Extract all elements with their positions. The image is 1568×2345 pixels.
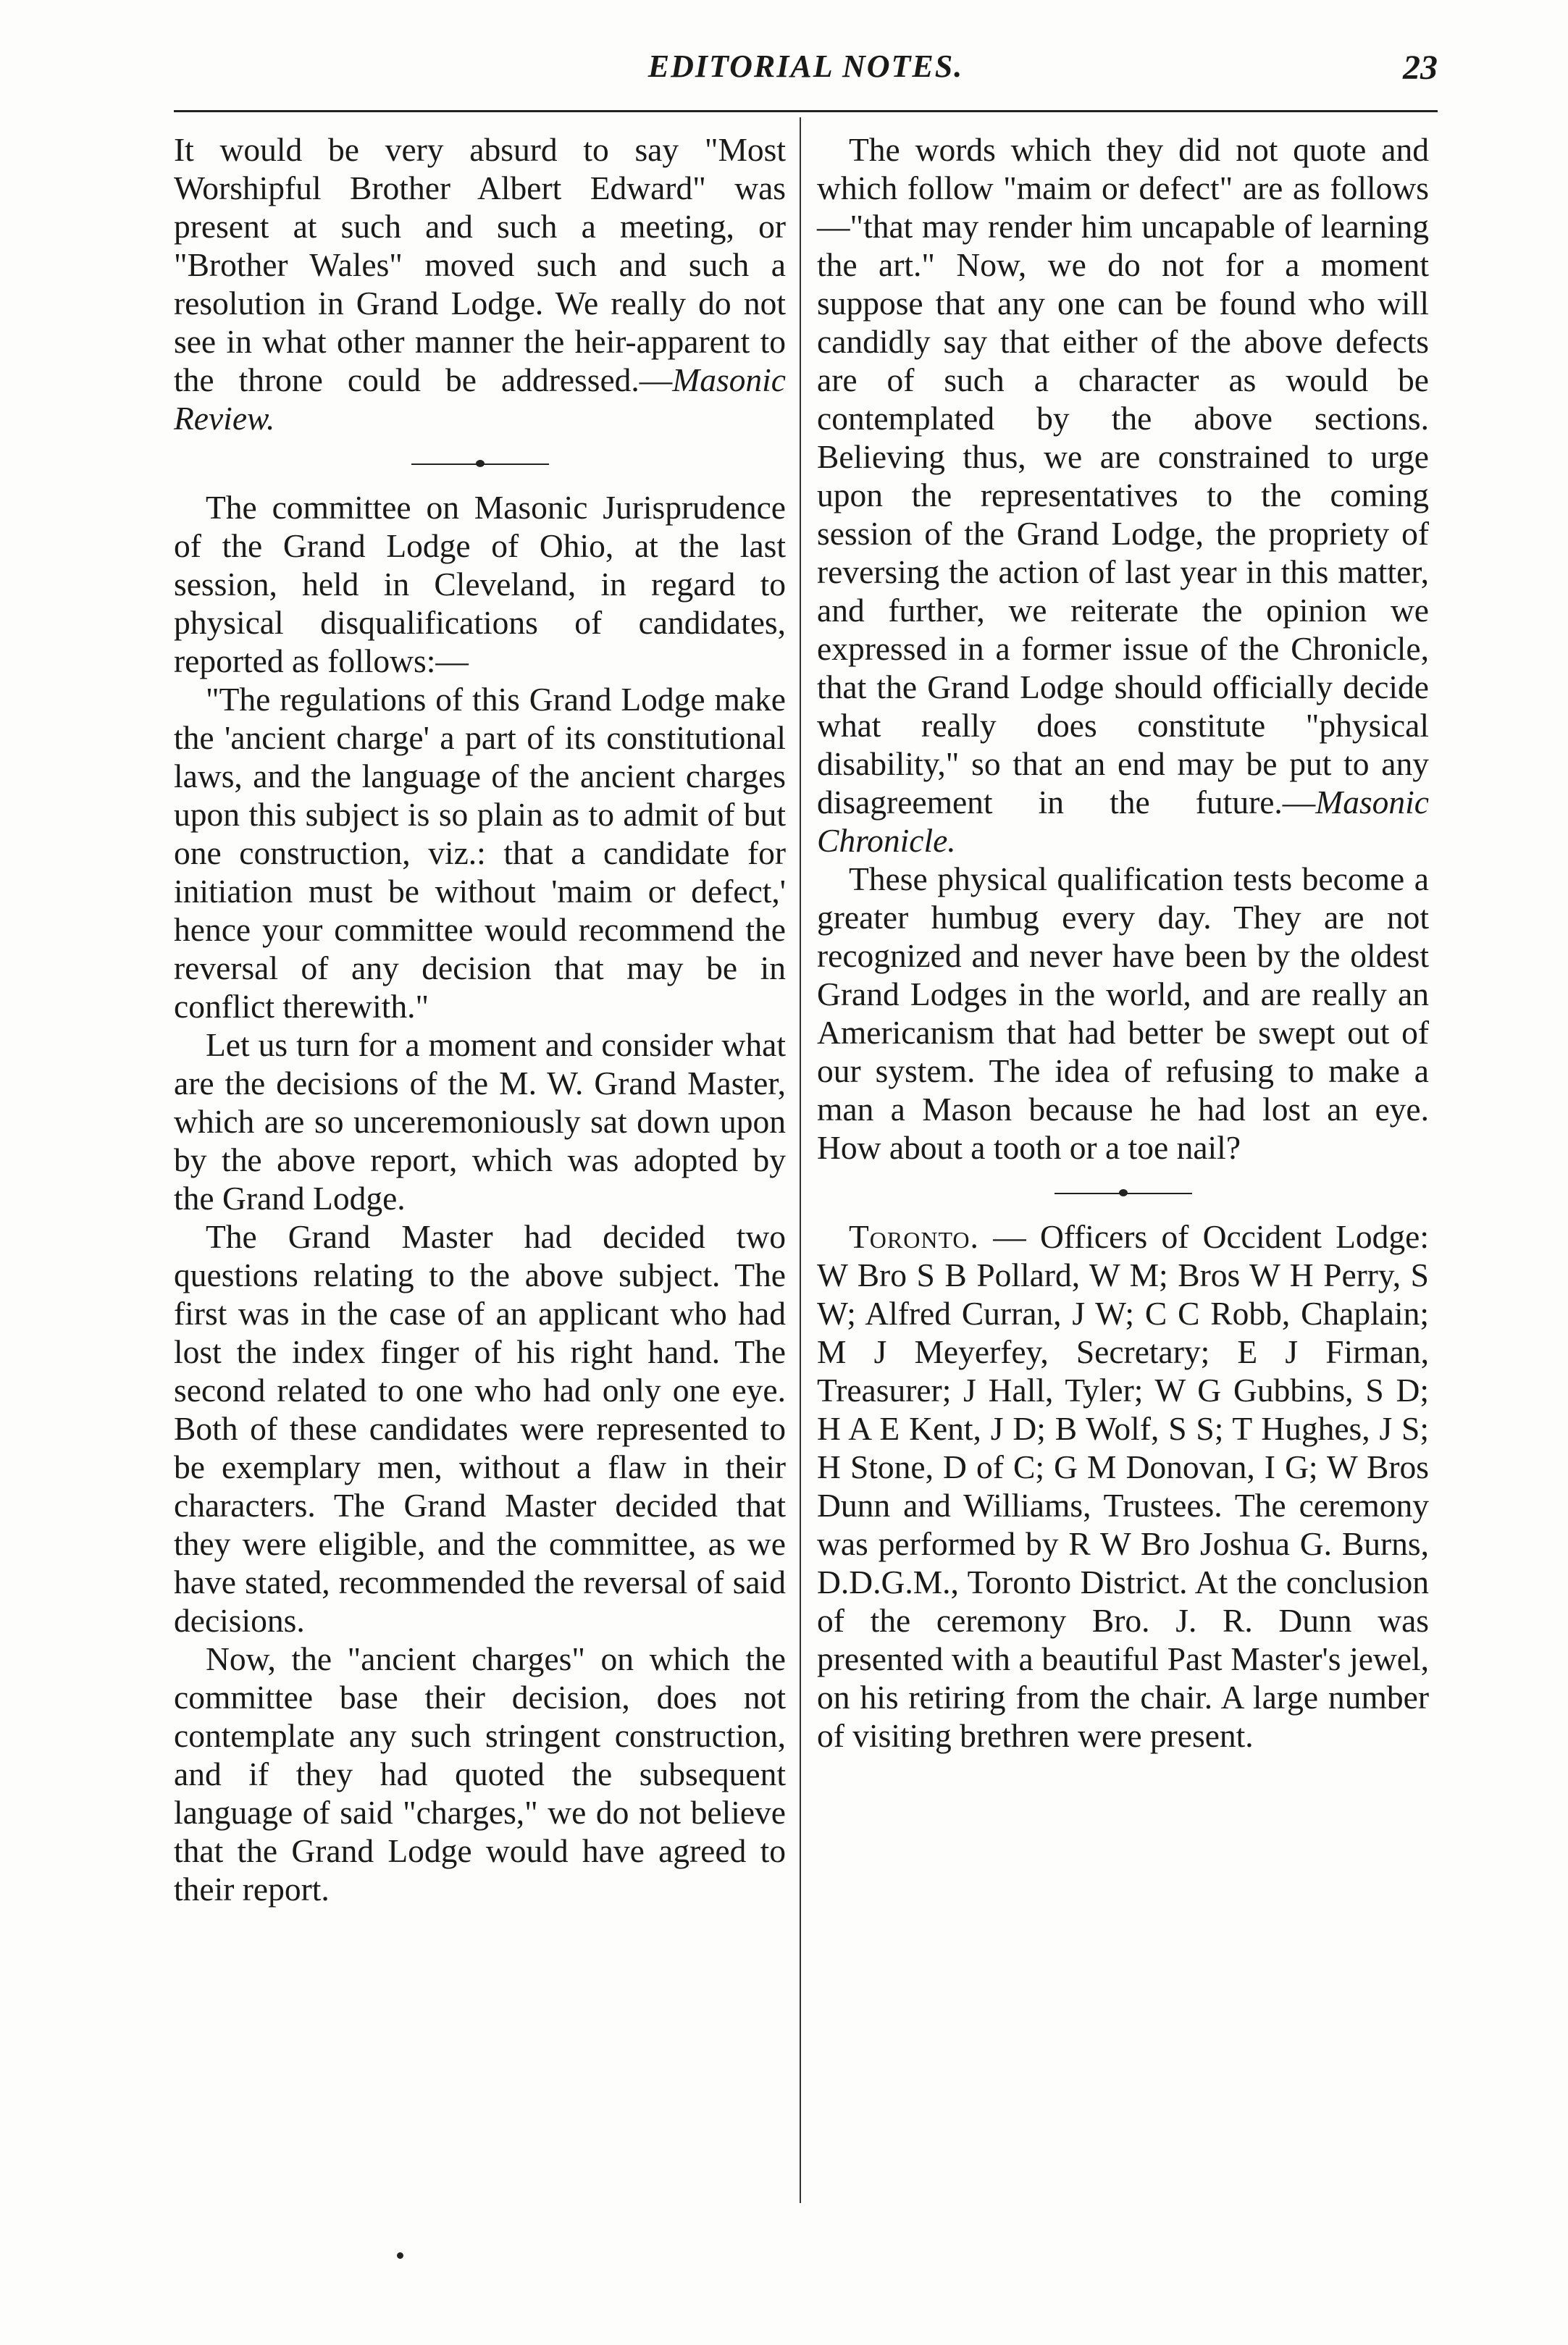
toronto-notice	[817, 1217, 1429, 1755]
regulations-quote: "The regulations of this Grand Lodge make the 'ancient charge' a part of its constitutional laws, and the language of the ancient charges upon this subject is so plain as to admit of but one construction, viz.: that a candidate for initiation must be without 'maim or defect,' hence your committee would recommend the reversal of any decision that may be in conflict therewith."	[174, 681, 786, 1025]
left-column	[174, 130, 786, 1908]
footer-mark	[397, 2252, 403, 2259]
chronicle-paragraph-text: The words which they did not quote and which follow "maim or defect" are as follows—"that may render him uncapable of learning the art." Now, we do not for a moment suppose that any one can be found who will candidly say that either of the above defects are of such a character as would be contemplated by the above sections. Believing thus, we are constrained to urge upon the representatives to the coming session of the Grand Lodge, the propriety of reversing the action of last year in this matter, and further, we reiterate the opinion we expressed in a former issue of the Chronicle, that the Grand Lodge should officially decide what really does constitute "physical disability," so that an end may be put to any disagreement in the future.—	[817, 131, 1429, 821]
chronicle-paragraph	[817, 130, 1429, 860]
toronto-notice-text: — Officers of Occident Lodge: W Bro S B Pollard, W M; Bros W H Perry, S W; Alfred Curran, J W; C C Robb, Chaplain; M J Meyerfey, Secretary; E J Firman, Treasurer; J Hall, Tyler; W G Gubbins, S D; H A E Kent, J D; B Wolf, S S; T Hughes, J S; H Stone, D of C; G M Donovan, I G; W Bros Dunn and Williams, Trustees. The ceremony was performed by R W Bro Joshua G. Burns, D.D.G.M., Toronto District. At the conclusion of the ceremony Bro. J. R. Dunn was presented with a beautiful Past Master's jewel, on his retiring from the chair. A large number of visiting brethren were present.	[817, 1218, 1429, 1754]
review-paragraph	[174, 130, 786, 437]
decisions-paragraph: Let us turn for a moment and consider what are the decisions of the M. W. Grand Master, which are so unceremoniously sat down upon by the above report, which was adopted by the Grand Lodge.	[174, 1026, 786, 1217]
right-column	[817, 130, 1429, 1755]
chronicle-source: Masonic Chronicle.	[817, 784, 1429, 859]
column-rule	[800, 117, 801, 2203]
ancient-charges-paragraph: Now, the "ancient charges" on which the committee base their decision, does not contemplate any such stringent construction, and if they had quoted the subsequent language of said "charges," we do not believe that the Grand Lodge would have agreed to their report.	[174, 1640, 786, 1908]
section-divider	[174, 437, 786, 488]
grand-master-paragraph: The Grand Master had decided two questions relating to the above subject. The first was in the case of an applicant who had lost the index finger of his right hand. The second related to one who had only one eye. Both of these candidates were represented to be exemplary men, without a flaw in their characters. The Grand Master decided that they were eligible, and the committee, as we have stated, recommended the reversal of said decisions.	[174, 1218, 786, 1639]
review-paragraph-text: It would be very absurd to say "Most Worshipful Brother Albert Edward" was present at such and such a meeting, or "Brother Wales" moved such and such a resolution in Grand Lodge. We really do not see in what other manner the heir-apparent to the throne could be addressed.—	[174, 131, 786, 398]
page-number: 23	[1403, 49, 1438, 87]
toronto-place: Toronto.	[849, 1218, 979, 1255]
humbug-paragraph: These physical qualification tests become a greater humbug every day. They are not recognized and never have been by the oldest Grand Lodges in the world, and are really an Americanism that had better be swept out of our system. The idea of refusing to make a man a Mason because he had lost an eye. How about a tooth or a toe nail?	[817, 860, 1429, 1166]
running-head: EDITORIAL NOTES.	[647, 49, 964, 84]
committee-paragraph: The committee on Masonic Jurisprudence of the Grand Lodge of Ohio, at the last session, held in Cleveland, in regard to physical disqualifications of candidates, reported as follows:—	[174, 489, 786, 679]
page-header	[174, 43, 1438, 109]
section-divider-right	[817, 1167, 1429, 1217]
header-rule	[174, 110, 1438, 112]
review-source: Masonic Review.	[174, 361, 786, 437]
